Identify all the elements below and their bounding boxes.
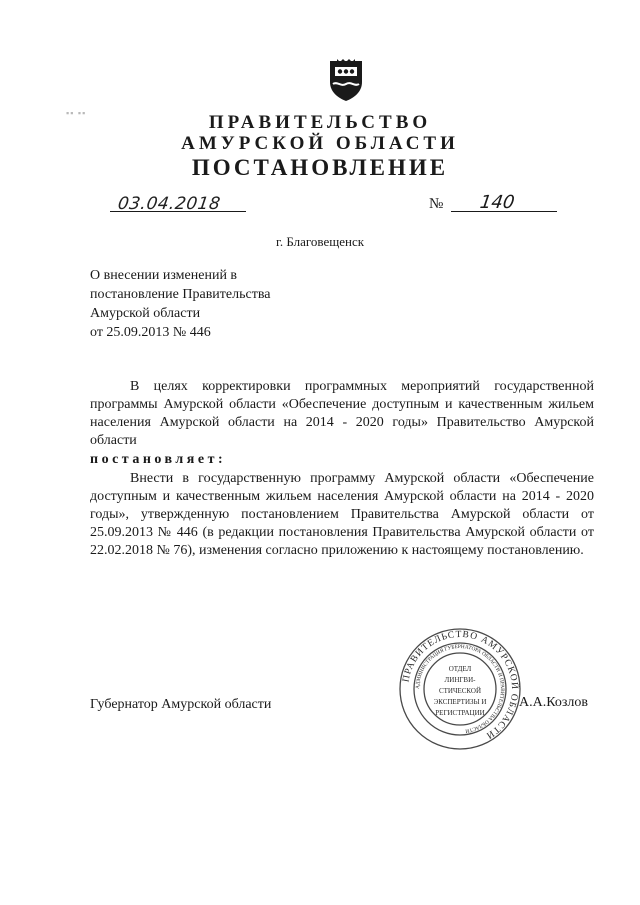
government-title: ПРАВИТЕЛЬСТВО: [208, 112, 432, 133]
coat-of-arms-icon: [327, 58, 365, 102]
subject-line: от 25.09.2013 № 446: [90, 325, 211, 340]
document-type-title: ПОСТАНОВЛЕНИЕ: [191, 155, 449, 180]
document-number: 140: [478, 192, 516, 213]
document-date: 03.04.2018: [116, 194, 222, 214]
stamp-center-line: СТИЧЕСКОЙ: [438, 687, 482, 695]
city-label: г. Благовещенск: [275, 234, 365, 249]
stamp-center-line: ЭКСПЕРТИЗЫ И: [433, 698, 487, 706]
document-subject: [90, 266, 270, 342]
official-stamp: [398, 627, 522, 751]
stamp-center-line: ОТДЕЛ: [448, 665, 472, 673]
clause-paragraph: Внести в государственную программу Амурской области «Обеспечение доступным и качественным жильем населения Амурской области на 2014 - 2020 годы», утвержденную постановлением Правительства Амурской области от 25.09.2013 № 446 (в редакции постановления Правительства Амурской области от 22.02.2018 № 76), изменения согласно приложению к настоящему постановлению.: [90, 471, 594, 558]
region-title: АМУРСКОЙ ОБЛАСТИ: [181, 133, 459, 154]
subject-line: Амурской области: [90, 306, 201, 321]
scan-artifact: ▪▪ ▪▪: [66, 108, 87, 118]
subject-line: О внесении изменений в: [90, 268, 238, 283]
resolves-heading: постановляет:: [90, 452, 227, 467]
stamp-center-line: ЛИНГВИ-: [444, 676, 476, 684]
preamble-paragraph: В целях корректировки программных мероприятий государственной программы Амурской области «Обеспечение доступным и качественным жильем населения Амурской области на 2014 - 2020 годы» Правительство Амурской области: [90, 379, 594, 448]
number-label: №: [429, 196, 444, 212]
stamp-center-line: РЕГИСТРАЦИИ: [435, 709, 485, 717]
signer-title: Губернатор Амурской области: [90, 697, 272, 712]
subject-line: постановление Правительства: [90, 287, 271, 302]
stamp-ring-text: АДМИНИСТРАЦИЯ ГУБЕРНАТОРА ОБЛАСТИ И ПРАВИТЕЛЬСТВА ОБЛАСТИ: [414, 643, 506, 734]
signer-name: А.А.Козлов: [519, 695, 588, 710]
stamp-outer-text: ПРАВИТЕЛЬСТВО АМУРСКОЙ ОБЛАСТИ: [401, 629, 520, 741]
